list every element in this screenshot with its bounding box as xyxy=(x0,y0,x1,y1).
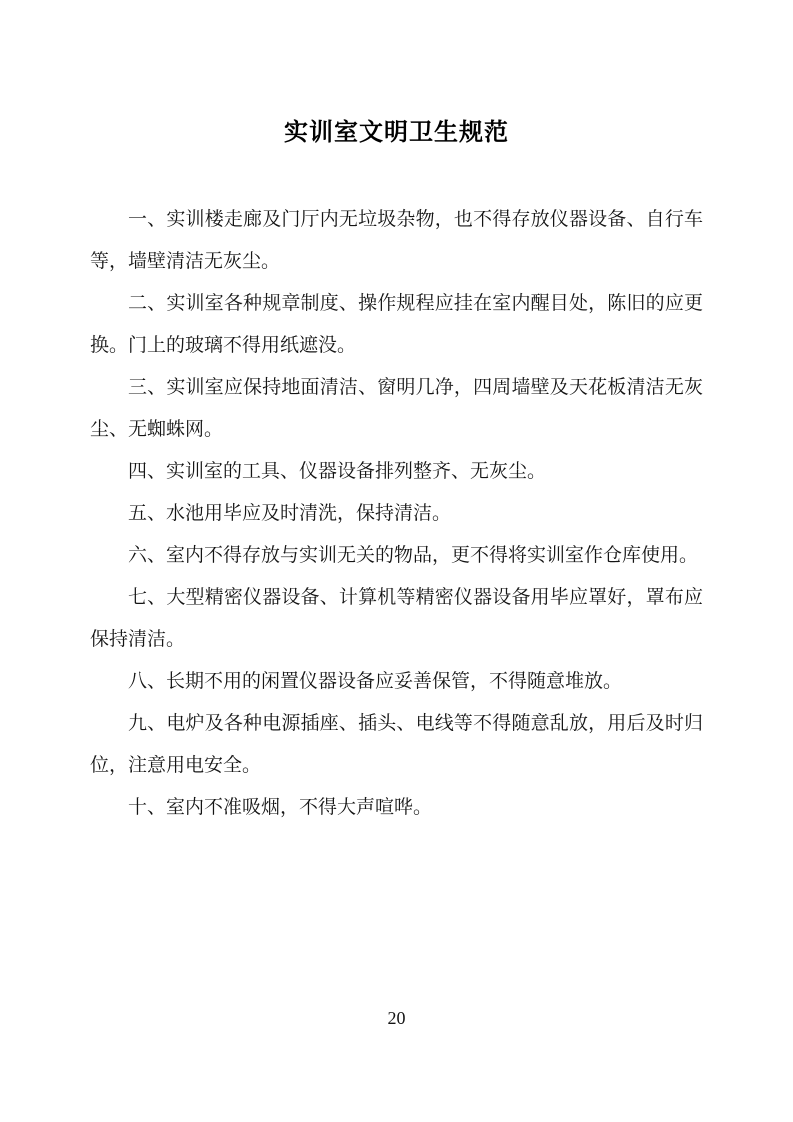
rules-list xyxy=(90,199,703,829)
rule-item-6: 六、室内不得存放与实训无关的物品，更不得将实训室作仓库使用。 xyxy=(128,545,699,566)
rule-item-2: 二、实训室各种规章制度、操作规程应挂在室内醒目处，陈旧的应更换。门上的玻璃不得用纸遮没。 xyxy=(90,293,703,356)
rule-item-9: 九、电炉及各种电源插座、插头、电线等不得随意乱放，用后及时归位，注意用电安全。 xyxy=(90,713,703,776)
rule-item-8: 八、长期不用的闲置仪器设备应妥善保管，不得随意堆放。 xyxy=(128,671,623,692)
rule-item-1: 一、实训楼走廊及门厅内无垃圾杂物，也不得存放仪器设备、自行车等，墙壁清洁无灰尘。 xyxy=(90,209,703,272)
page-title: 实训室文明卫生规范 xyxy=(284,118,509,146)
rule-item-5: 五、水池用毕应及时清洗，保持清洁。 xyxy=(128,503,452,524)
rule-item-10: 十、室内不准吸烟，不得大声喧哗。 xyxy=(128,797,433,818)
rule-item-3: 三、实训室应保持地面清洁、窗明几净，四周墙壁及天花板清洁无灰尘、无蜘蛛网。 xyxy=(90,377,703,440)
rule-item-4: 四、实训室的工具、仪器设备排列整齐、无灰尘。 xyxy=(128,461,547,482)
rule-item-7: 七、大型精密仪器设备、计算机等精密仪器设备用毕应罩好，罩布应保持清洁。 xyxy=(90,587,703,650)
page-number: 20 xyxy=(387,1008,406,1028)
